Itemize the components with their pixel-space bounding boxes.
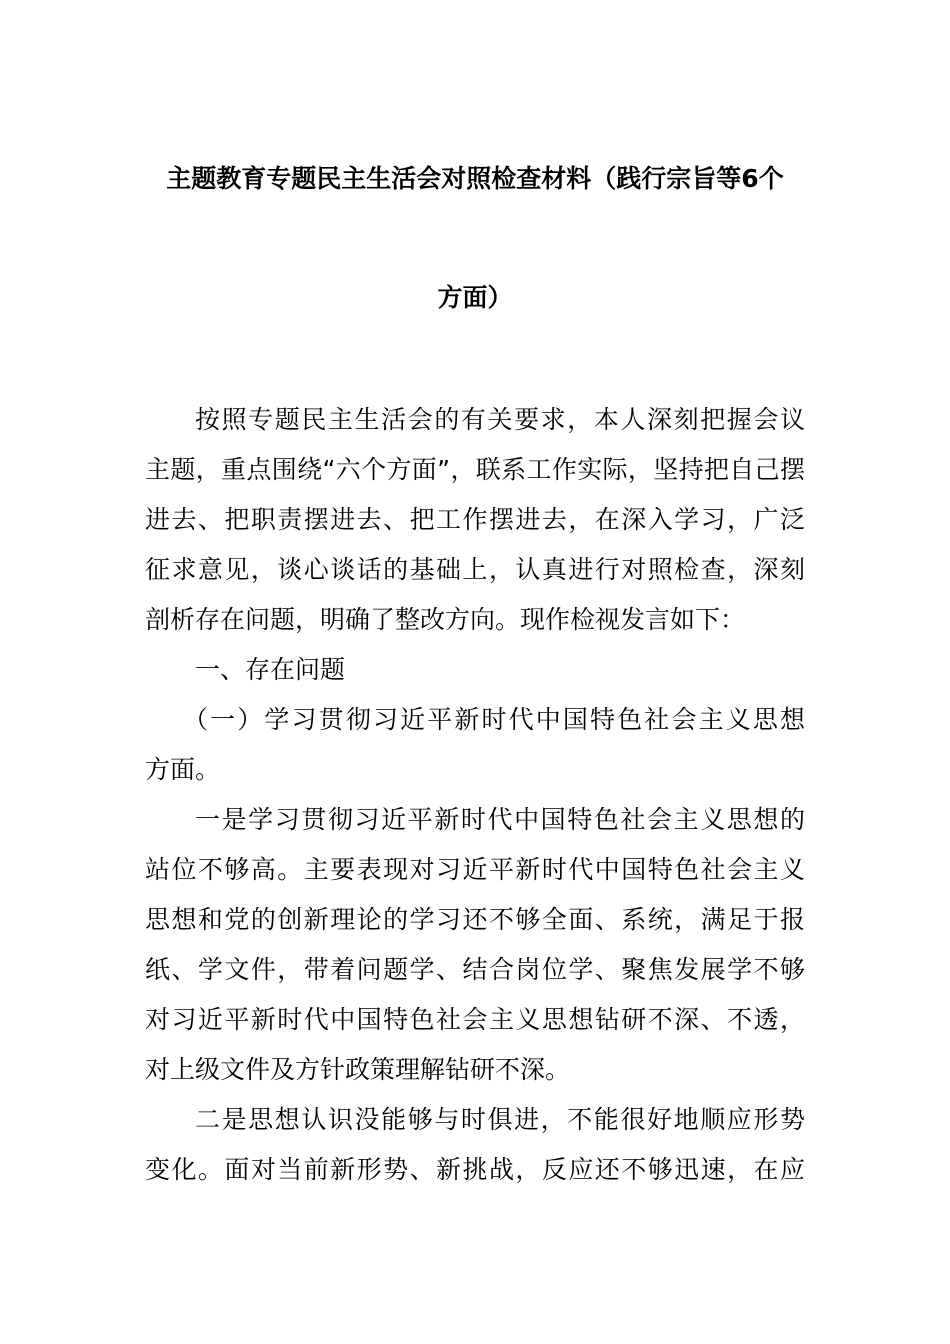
- paragraph-line: 主题，重点围绕“六个方面”，联系工作实际，坚持把自己摆: [145, 455, 805, 484]
- section-heading: 一、存在问题: [195, 655, 346, 684]
- paragraph-line: 进去、把职责摆进去、把工作摆进去，在深入学习，广泛: [145, 505, 805, 534]
- paragraph-line: 对上级文件及方针政策理解钻研不深。: [145, 1055, 571, 1084]
- paragraph-line: 思想和党的创新理论的学习还不够全面、系统，满足于报: [145, 905, 805, 934]
- paragraph-line: 二是思想认识没能够与时俱进，不能很好地顺应形势: [195, 1105, 805, 1134]
- paragraph-line: 剖析存在问题，明确了整改方向。现作检视发言如下：: [145, 605, 746, 634]
- paragraph-line: 站位不够高。主要表现对习近平新时代中国特色社会主义: [145, 855, 805, 884]
- document-title-line-1: 主题教育专题民主生活会对照检查材料（践行宗旨等6个: [166, 164, 784, 193]
- paragraph-line: 按照专题民主生活会的有关要求，本人深刻把握会议: [195, 405, 805, 434]
- paragraph-line: 一是学习贯彻习近平新时代中国特色社会主义思想的: [195, 805, 805, 834]
- subsection-heading-continued: 方面。: [145, 755, 221, 784]
- paragraph-line: 纸、学文件，带着问题学、结合岗位学、聚焦发展学不够: [145, 955, 805, 984]
- document-body: [145, 402, 805, 1202]
- paragraph-line: 对习近平新时代中国特色社会主义思想钻研不深、不透，: [145, 1005, 805, 1034]
- paragraph-line: 变化。面对当前新形势、新挑战，反应还不够迅速，在应: [145, 1155, 805, 1184]
- subsection-heading: （一）学习贯彻习近平新时代中国特色社会主义思想: [183, 705, 805, 734]
- paragraph-line: 征求意见，谈心谈话的基础上，认真进行对照检查，深刻: [145, 555, 805, 584]
- document-title-line-2: 方面）: [437, 283, 513, 312]
